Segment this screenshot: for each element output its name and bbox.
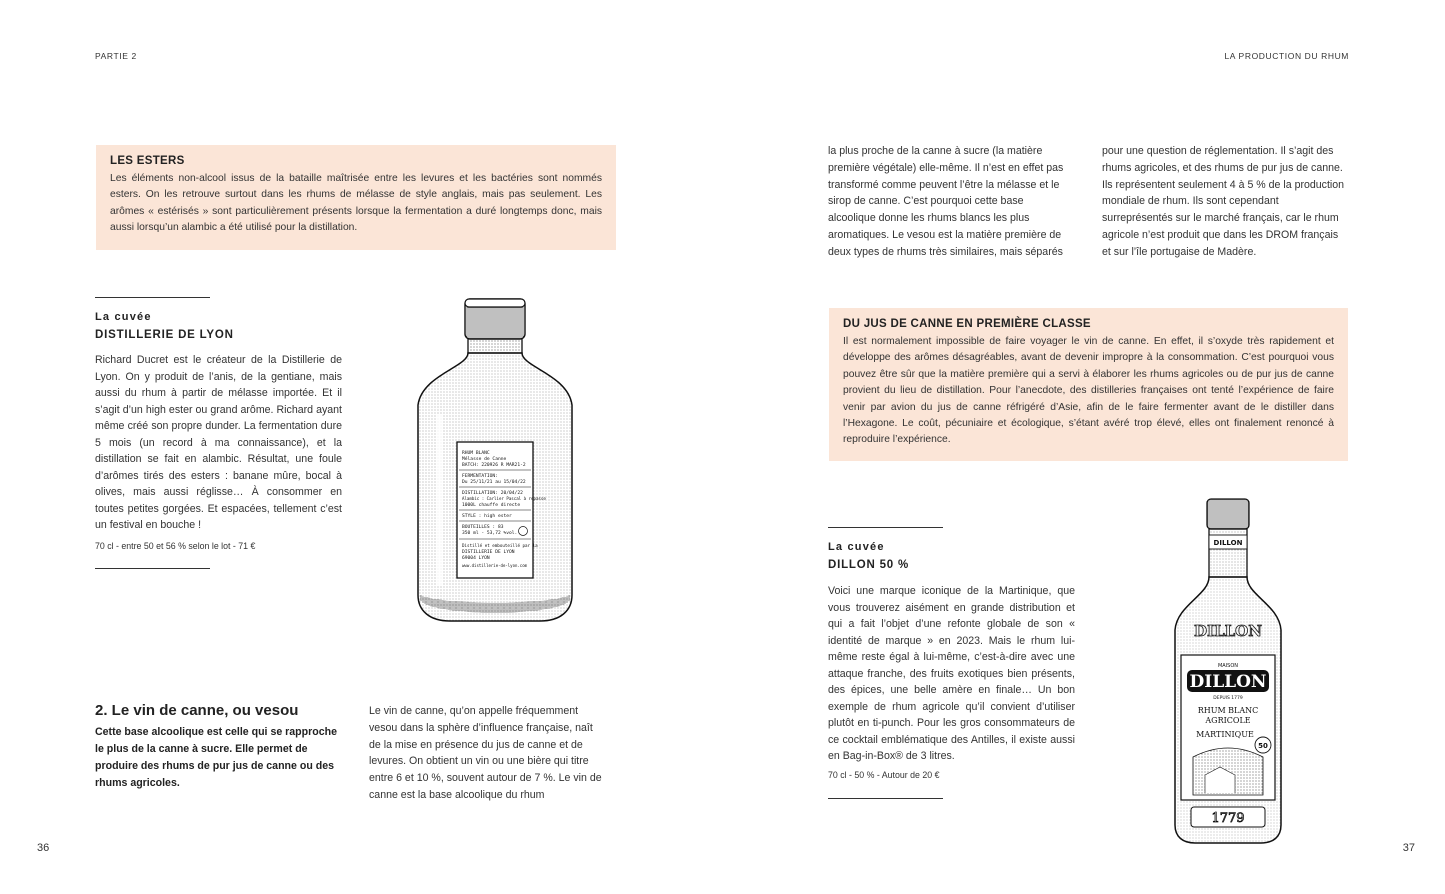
lyon-label-line-1: RHUM BLANC [462,451,490,456]
dillon-shoulder-brand: DILLON [1194,622,1262,640]
jus-de-canne-box-text: Il est normalement impossible de faire voyager le vin de canne. En effet, il s’oxyde très rapidement et développe des arômes désagréables, avant de devenir impropre à la consommation. C’est pourquoi vous pouvez être sûr que la matière première qui a servi à élaborer les rhums agricoles ou de pur jus de canne provient du lieu de distillation. Pour l’anecdote, des distilleries françaises ont tenté l’expérience de faire venir par avion du jus de canne réfrigéré d’Asie, afin de le faire fermenter avant de le distiller dans l’Hexagone. Le coût, pécuniaire et écologique, s’étant avéré trop élevé, elles ont finalement renoncé à reproduire l’expérience. [843,336,1334,446]
cuvee-lyon-name: DISTILLERIE DE LYON [95,329,234,341]
dillon-label-line-1: RHUM BLANC [1197,706,1259,715]
cuvee-dillon-name: DILLON 50 % [828,559,910,571]
lyon-label-line-9: STYLE : high ester [462,514,512,519]
lyon-label-line-12: Distillé et embouteillé par la [462,543,538,548]
dillon-bottle-illustration [1165,495,1295,850]
cuvee-lyon-meta: 70 cl - entre 50 et 56 % selon le lot - 71 € [95,541,256,551]
cuvee-dillon-rule-bottom [828,798,943,799]
dillon-label-year: 1779 [1211,811,1245,826]
lyon-label-line-5: Du 25/11/21 au 15/04/22 [462,480,526,485]
section-vesou-lead: Cette base alcoolique est celle qui se rapproche le plus de la canne à sucre. Elle permet de produire des rhums de pur jus de canne ou des rhums agricoles. [95,726,337,789]
cuvee-lyon-rule-bottom [95,568,210,569]
esters-box-title: LES ESTERS [110,155,185,167]
running-head-right: LA PRODUCTION DU RHUM [1224,51,1349,61]
running-head-left: PARTIE 2 [95,51,137,61]
lyon-label-line-2: Mélasse de Canne [462,457,507,462]
jus-de-canne-box [829,308,1348,461]
lyon-label-line-15: www.distillerie-de-lyon.com [462,563,528,568]
page-number-right: 37 [1402,842,1415,854]
esters-box [96,145,616,250]
page-number-left: 36 [37,842,50,854]
dillon-label-badge: 50 [1258,742,1268,750]
cuvee-dillon-kicker: La cuvée [828,541,885,553]
section-vesou-column-2: la plus proche de la canne à sucre (la matière première végétale) elle-même. Il n’est en effet pas transformé comme peuvent l’être la mélasse et le sirop de canne. C’est pourquoi cette base alcoolique donne les rhums blancs les plus aromatiques. Le vesou est la matière première de deux types de rhums très similaires, mais séparés [828,145,1064,258]
lyon-bottle-illustration [410,295,580,635]
lyon-label-line-13: DISTILLERIE DE LYON [462,550,515,555]
lyon-label-line-14: 69004 LYON [462,556,490,561]
cuvee-dillon-meta: 70 cl - 50 % - Autour de 20 € [828,770,940,780]
dillon-label-line-2: AGRICOLE [1205,716,1251,725]
cuvee-lyon-rule-top [95,297,210,298]
dillon-label-maison: MAISON [1217,663,1239,669]
section-vesou-column-1: Le vin de canne, qu’on appelle fréquemment vesou dans la sphère d’influence française, naît de la mise en présence du jus de canne et de levures. On obtient un vin ou une bière qui titre entre 6 et 10 %, souvent autour de 7 %. Le vin de canne est la base alcoolique du rhum [369,705,602,801]
dillon-neck-brand: DILLON [1213,539,1243,547]
section-vesou-title: 2. Le vin de canne, ou vesou [95,702,299,719]
lyon-label-line-3: BATCH: 220926 R MAR21-2 [462,463,526,468]
lyon-label-line-7: Alambic : Carlier Pascal à repasse [462,496,546,501]
cuvee-lyon-text: Richard Ducret est le créateur de la Distillerie de Lyon. On y produit de l’anis, de la gentiane, mais aussi du rhum à partir de mélasse importée. Et il s’agit d’un high ester ou grand arôme. Richard ayant même créé son propre dunder. La fermentation dure 5 mois (un record à ma connaissance), et la distillation se fait en alambic. Résultat, une foule d’arômes tirés des esters : banane mûre, bocal à olives, mais aussi réglisse… À consommer en toutes petites gorgées. Et espacées, tellement c’est un festival en bouche ! [95,354,342,531]
cuvee-dillon-rule-top [828,527,943,528]
lyon-label-line-11: 350 ml - 53,72 %vol. [462,531,518,536]
lyon-label-line-10: BOUTEILLES : 83 [462,525,504,530]
cuvee-lyon-kicker: La cuvée [95,311,152,323]
dillon-label-brand: DILLON [1189,672,1267,692]
cuvee-dillon-text: Voici une marque iconique de la Martinique, que vous trouverez aisément en grande distribution et qui a fait l’objet d’une refonte globale de son « identité de marque » en 2023. Mais le rhum lui-même reste égal à lui-même, c’est-à-dire avec une attaque franche, des fruits exotiques bien présents, des épices, une belle amère en finale… Un bon exemple de rhum agricole qu’il convient d’utiliser plutôt en ti-punch. Pour les gros consommateurs de ce cocktail emblématique des Antilles, il existe aussi en Bag-in-Box® de 3 litres. [828,585,1075,762]
lyon-label-line-8: 1000L chauffe directe [462,503,521,508]
dillon-label-line-3: MARTINIQUE [1196,730,1254,739]
dillon-label-depuis: DEPUIS 1779 [1213,696,1243,701]
lyon-label-line-6: DISTILLATION: 20/04/22 [462,491,523,496]
esters-box-text: Les éléments non-alcool issus de la bataille maîtrisée entre les levures et les bactéries sont nommés esters. On les retrouve surtout dans les rhums de mélasse de style anglais, mais pas seulement. Les arômes « estérisés » sont particulièrement présents lorsque la fermentation a duré longtemps donc, mais aussi lorsqu’un alambic a été utilisé pour la distillation. [110,173,602,234]
section-vesou-column-3: pour une question de réglementation. Il s’agit des rhums agricoles, et des rhums de pur jus de canne. Ils représentent seulement 4 à 5 % de la production mondiale de rhum. Ils sont cependant surreprésentés sur le marché français, car le rhum agricole n’est produit que dans les DROM français et sur l’île portugaise de Madère. [1102,145,1345,258]
jus-de-canne-box-title: DU JUS DE CANNE EN PREMIÈRE CLASSE [843,318,1091,330]
lyon-label-line-4: FERMENTATION: [462,474,498,479]
